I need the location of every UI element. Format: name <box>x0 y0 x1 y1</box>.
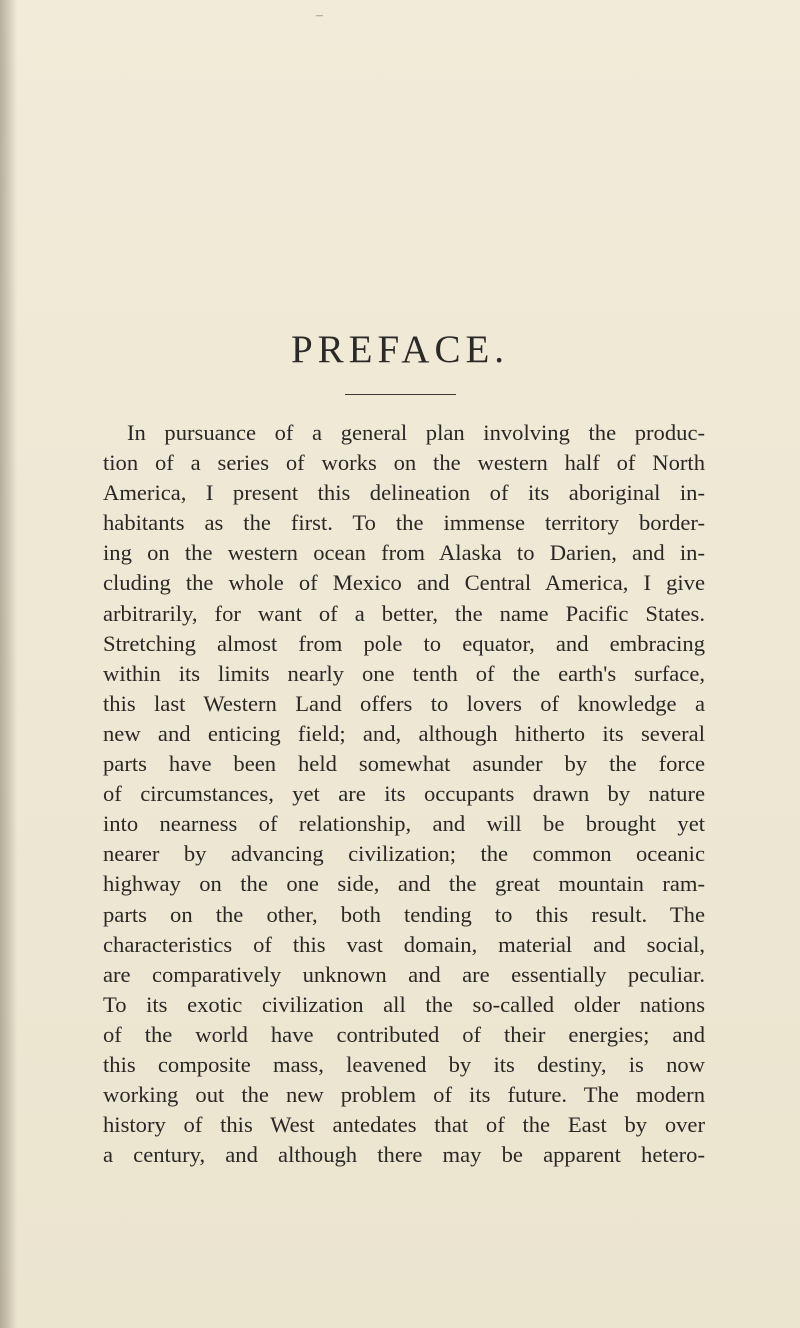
text-line: working out the new problem of its future. The modern <box>103 1082 705 1108</box>
page-title: PREFACE. <box>290 328 510 371</box>
text-line: ing on the western ocean from Alaska to Darien, and in- <box>103 540 705 566</box>
text-line: are comparatively unknown and are essentially peculiar. <box>103 961 705 987</box>
text-line: In pursuance of a general plan involving the produc- <box>127 420 705 445</box>
text-line: highway on the one side, and the great mountain ram- <box>103 871 705 897</box>
text-line: nearer by advancing civilization; the common oceanic <box>103 841 705 867</box>
text-line: a century, and although there may be apparent hetero- <box>103 1142 705 1168</box>
text-line: parts on the other, both tending to this result. The <box>103 901 705 927</box>
text-line: arbitrarily, for want of a better, the name Pacific States. <box>103 600 705 626</box>
text-line: habitants as the first. To the immense territory border- <box>103 510 705 536</box>
text-line: cluding the whole of Mexico and Central America, I give <box>103 570 705 596</box>
text-line: within its limits nearly one tenth of the earth's surface, <box>103 660 705 686</box>
text-line: characteristics of this vast domain, material and social, <box>103 931 705 957</box>
text-line: To its exotic civilization all the so-called older nations <box>103 991 705 1017</box>
text-line: history of this West antedates that of the East by over <box>103 1112 705 1138</box>
top-mark: – <box>316 8 324 23</box>
page-gutter-shadow <box>0 0 18 1328</box>
text-line: parts have been held somewhat asunder by the force <box>103 751 705 777</box>
text-line: America, I present this delineation of its aboriginal in- <box>103 480 705 506</box>
text-line: of the world have contributed of their energies; and <box>103 1021 705 1047</box>
text-line: new and enticing field; and, although hitherto its several <box>103 720 705 746</box>
text-line: this last Western Land offers to lovers of knowledge a <box>103 690 705 716</box>
text-line: this composite mass, leavened by its destiny, is now <box>103 1051 705 1077</box>
preface-paragraph <box>103 418 705 1170</box>
text-line: tion of a series of works on the western half of North <box>103 450 705 476</box>
text-line: Stretching almost from pole to equator, and embracing <box>103 630 705 656</box>
title-rule <box>345 394 456 395</box>
text-line: of circumstances, yet are its occupants drawn by nature <box>103 781 705 807</box>
text-line: into nearness of relationship, and will be brought yet <box>103 811 705 837</box>
